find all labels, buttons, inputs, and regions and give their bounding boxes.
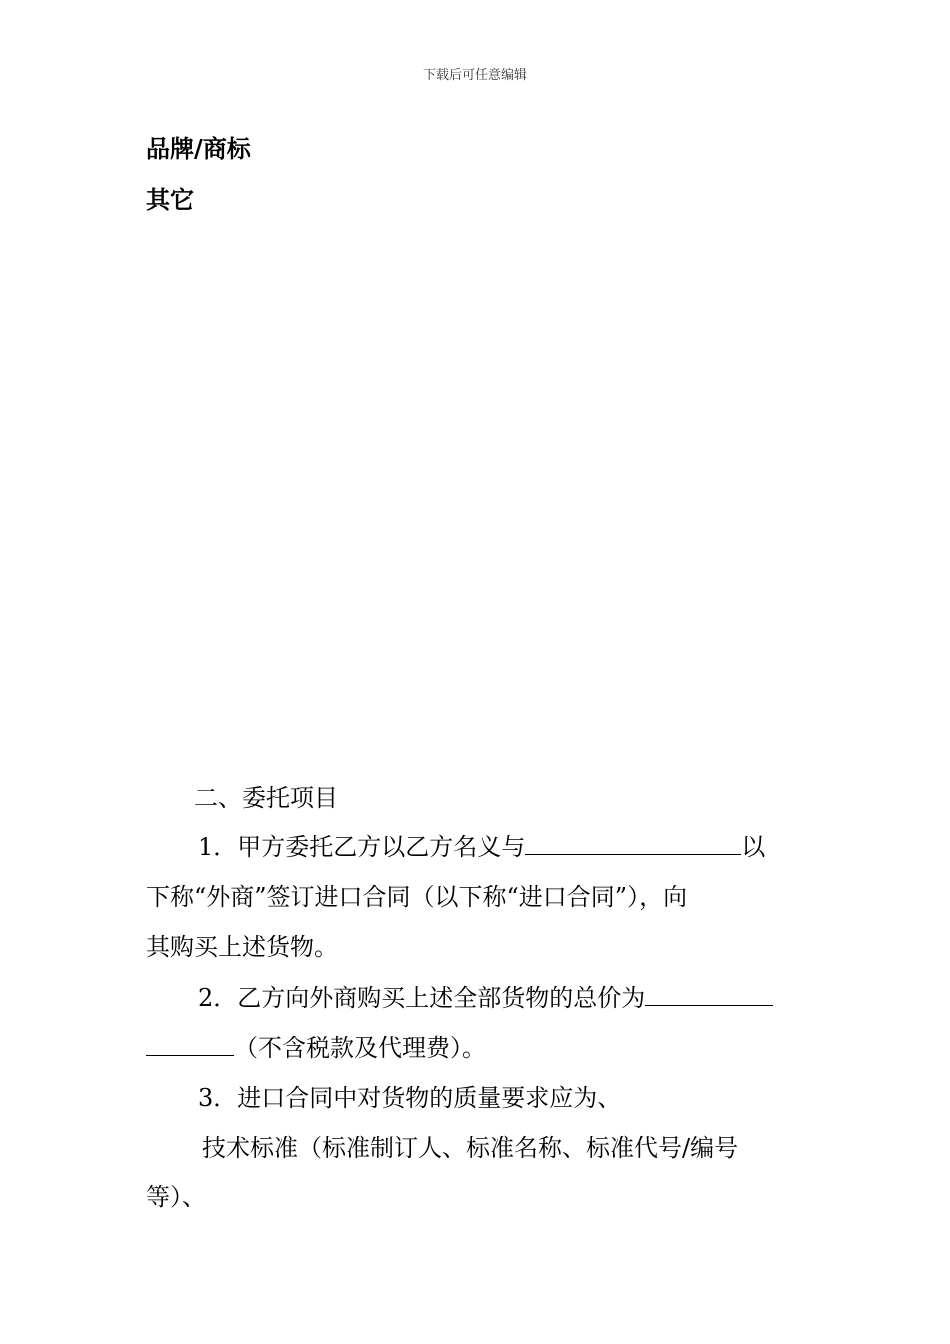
tech-standard-line1: 技术标准（标准制订人、标准名称、标准代号/编号 — [202, 1134, 739, 1162]
item1-line2: 下称“外商”签订进口合同（以下称“进口合同”），向 — [146, 883, 688, 911]
item1-suffix: 以 — [741, 833, 766, 861]
page-header-note: 下载后可任意编辑 — [422, 68, 527, 83]
item2-line2 — [146, 1033, 486, 1063]
section-heading: 二、委托项目 — [194, 784, 338, 812]
item1-line3: 其购买上述货物。 — [146, 933, 338, 961]
brand-label: 品牌/商标 — [146, 134, 251, 163]
item1-line1 — [198, 832, 765, 862]
foreign-party-blank — [525, 832, 741, 855]
item2-suffix: （不含税款及代理费）。 — [234, 1034, 486, 1062]
item2-line1 — [198, 983, 773, 1013]
item2-prefix: 2．乙方向外商购买上述全部货物的总价为 — [198, 984, 646, 1012]
other-label: 其它 — [146, 185, 194, 214]
total-price-blank-part1 — [645, 983, 773, 1006]
item1-prefix: 1．甲方委托乙方以乙方名义与 — [198, 833, 526, 861]
item3-line: 3．进口合同中对货物的质量要求应为、 — [198, 1084, 622, 1112]
tech-standard-line2: 等）、 — [146, 1183, 206, 1211]
total-price-blank-part2 — [146, 1033, 234, 1056]
